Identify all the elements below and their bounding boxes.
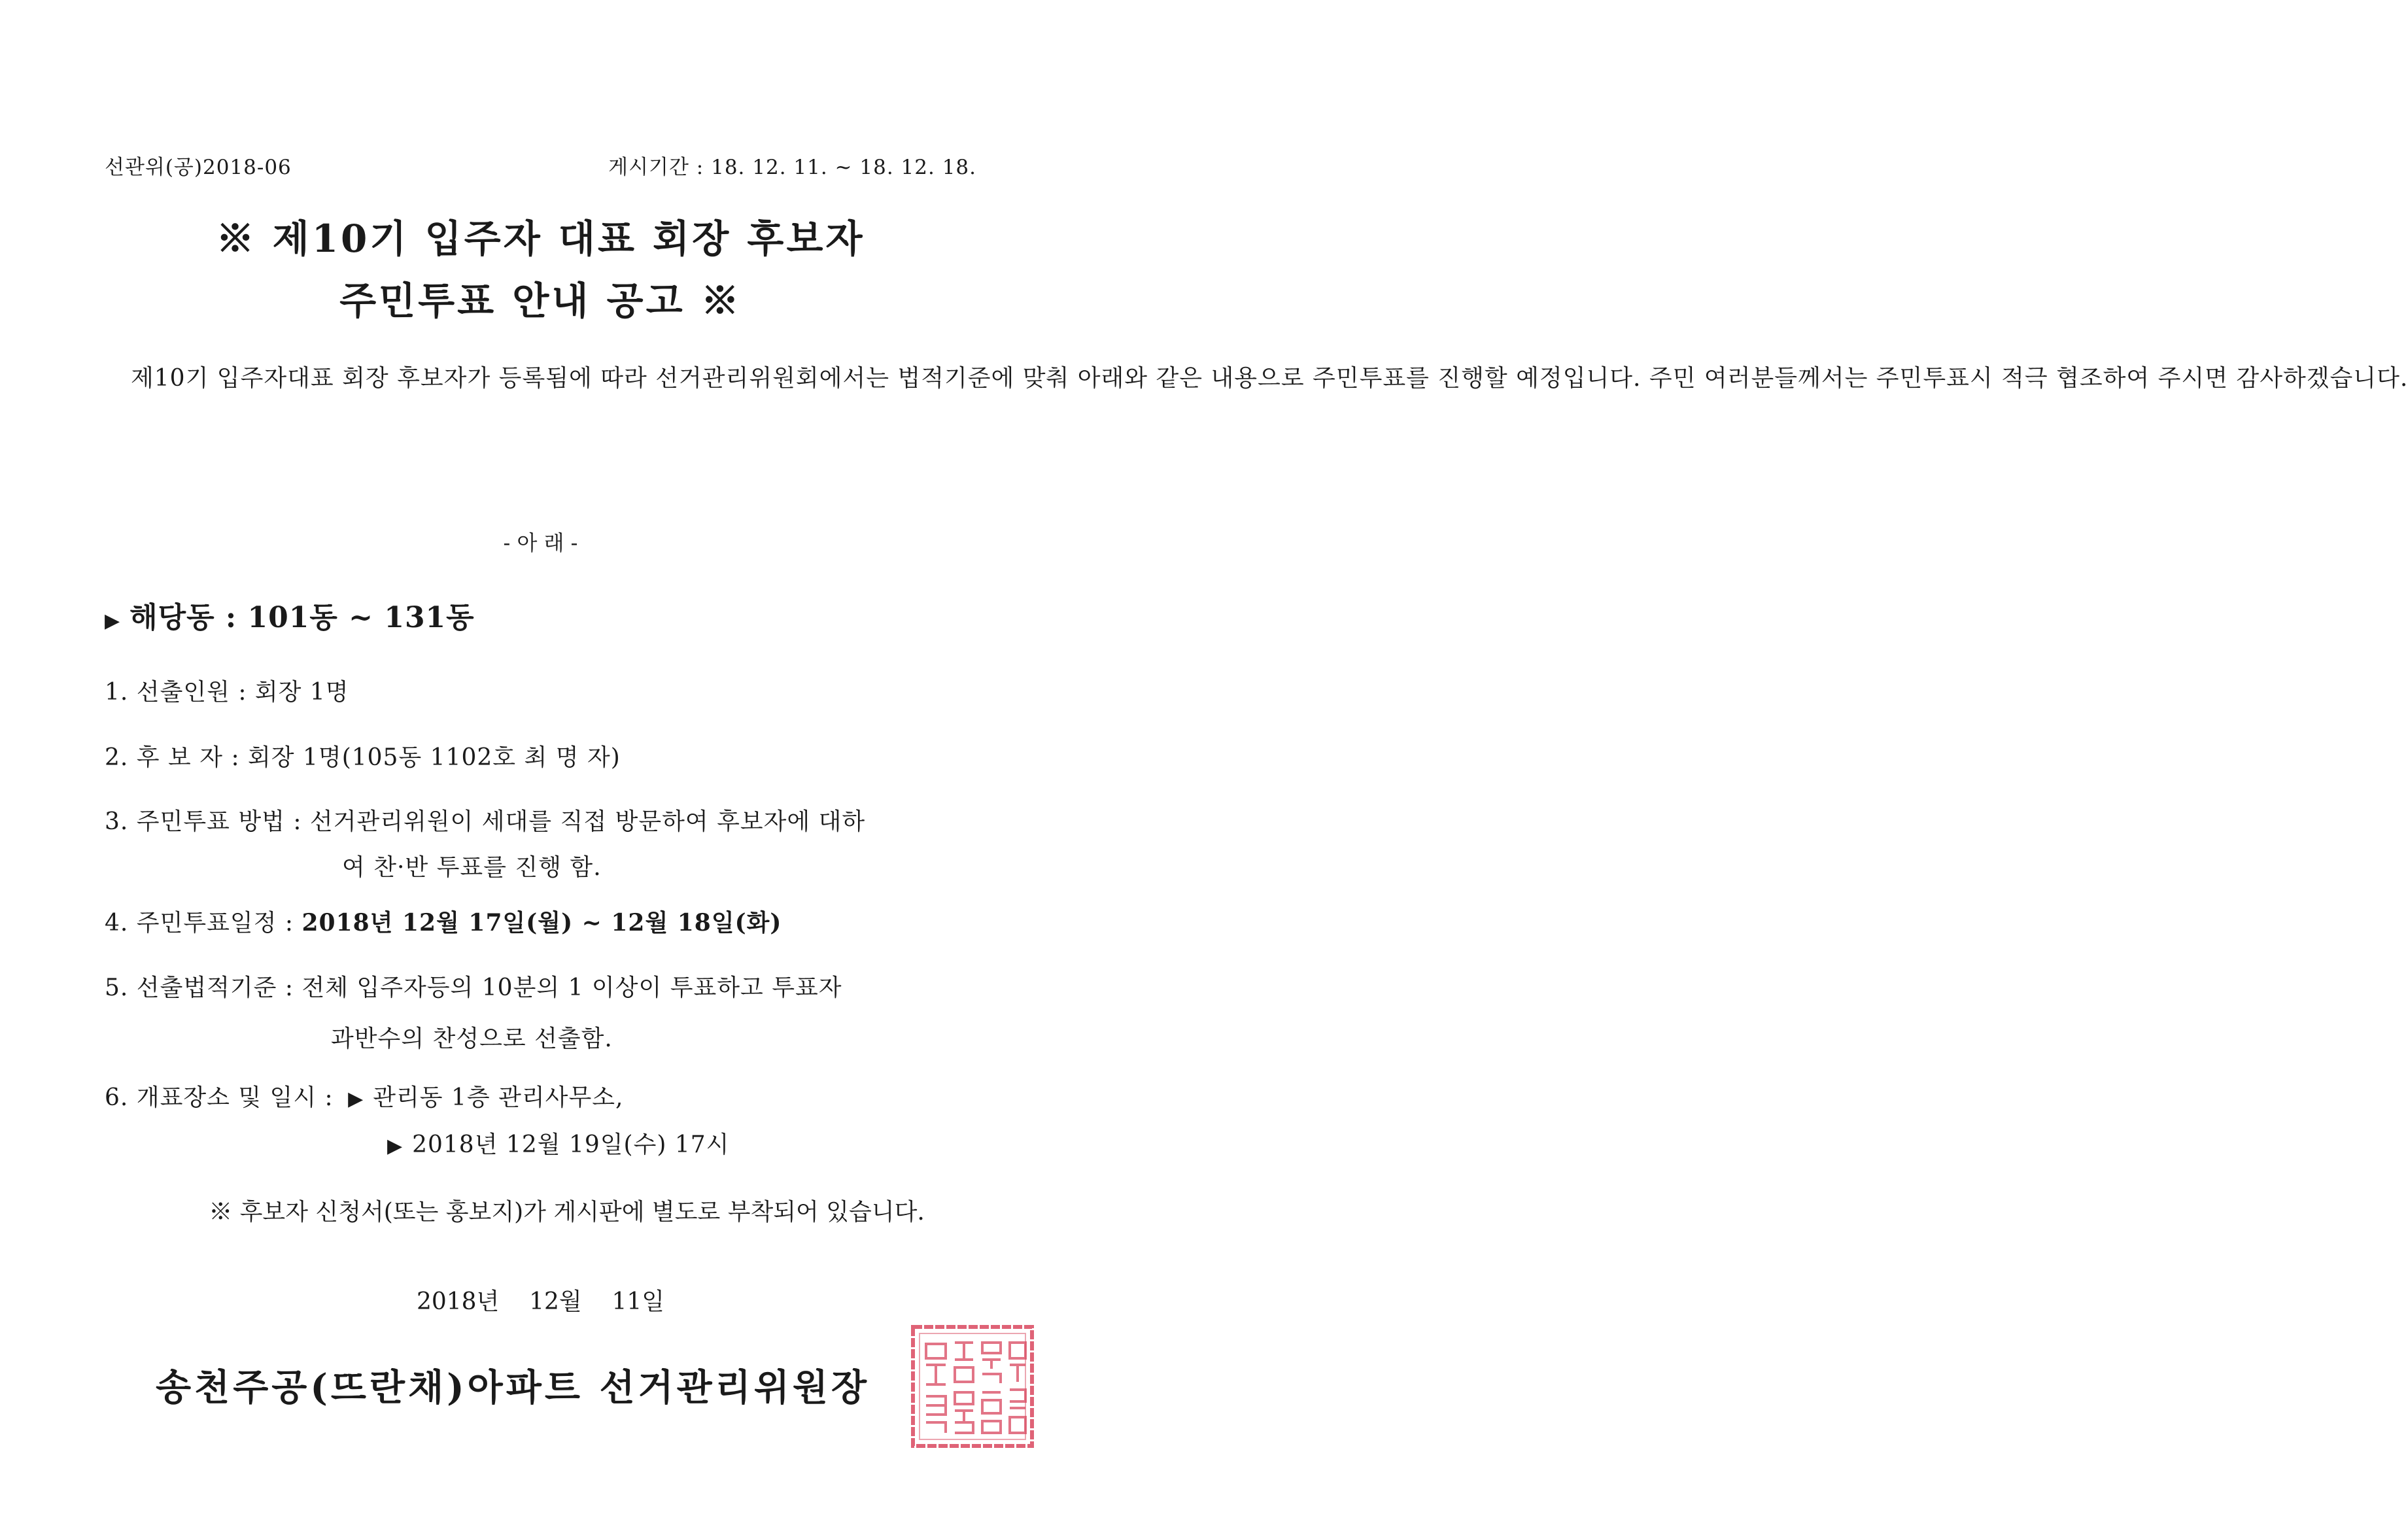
item-6-label: 6. 개표장소 및 일시 :: [105, 1084, 334, 1111]
document-number: 선관위(공)2018-06: [105, 156, 292, 179]
item-4: [105, 904, 782, 938]
posting-period: 게시기간 : 18. 12. 11. ~ 18. 12. 18.: [608, 156, 976, 179]
item-6-datetime: 2018년 12월 19일(수) 17시: [412, 1131, 730, 1158]
triangle-bullet-icon: ▶: [105, 610, 121, 632]
signature-line: 송천주공(뜨란채)아파트 선거관리위원장: [156, 1366, 870, 1409]
item-5-line-2: 과반수의 찬성으로 선출함.: [331, 1025, 613, 1052]
triangle-bullet-icon: ▶: [348, 1088, 364, 1110]
notice-note: ※ 후보자 신청서(또는 홍보지)가 게시판에 별도로 부착되어 있습니다.: [209, 1199, 925, 1226]
item-3-line-2: 여 찬·반 투표를 진행 함.: [342, 854, 602, 881]
intro-paragraph: [105, 352, 2408, 405]
item-4-label: 4. 주민투표일정 :: [105, 910, 294, 936]
document-date: 2018년 12월 11일: [416, 1288, 665, 1315]
target-buildings: [105, 594, 475, 636]
item-5-line-1: 5. 선출법적기준 : 전체 입주자등의 10분의 1 이상이 투표하고 투표자: [105, 974, 842, 1001]
page-title-line-2: 주민투표 안내 공고 ※: [339, 279, 742, 323]
triangle-bullet-icon: ▶: [387, 1135, 404, 1158]
item-6-line-2: [387, 1126, 729, 1160]
item-3-line-1: 3. 주민투표 방법 : 선거관리위원이 세대를 직접 방문하여 후보자에 대하: [105, 808, 866, 835]
intro-text: 제10기 입주자대표 회장 후보자가 등록됨에 따라 선거관리위원회에서는 법적기준에 맞춰 아래와 같은 내용으로 주민투표를 진행할 예정입니다. 주민 여러분들께서는 주민투표시 적극 협조하여 주시면 감사하겠습니다.: [131, 365, 2408, 392]
page-title-line-1: ※ 제10기 입주자 대표 회장 후보자: [216, 216, 865, 261]
item-6-place: 관리동 1층 관리사무소,: [373, 1084, 624, 1111]
item-1: 1. 선출인원 : 회장 1명: [105, 679, 349, 706]
item-2: 2. 후 보 자 : 회장 1명(105동 1102호 최 명 자): [105, 744, 621, 771]
section-label: - 아 래 -: [503, 530, 578, 555]
item-4-schedule: 2018년 12월 17일(월) ~ 12월 18일(화): [301, 909, 782, 936]
official-seal-icon: [910, 1324, 1035, 1449]
item-6-line-1: [105, 1079, 623, 1112]
target-buildings-text: 해당동 : 101동 ~ 131동: [129, 601, 475, 634]
